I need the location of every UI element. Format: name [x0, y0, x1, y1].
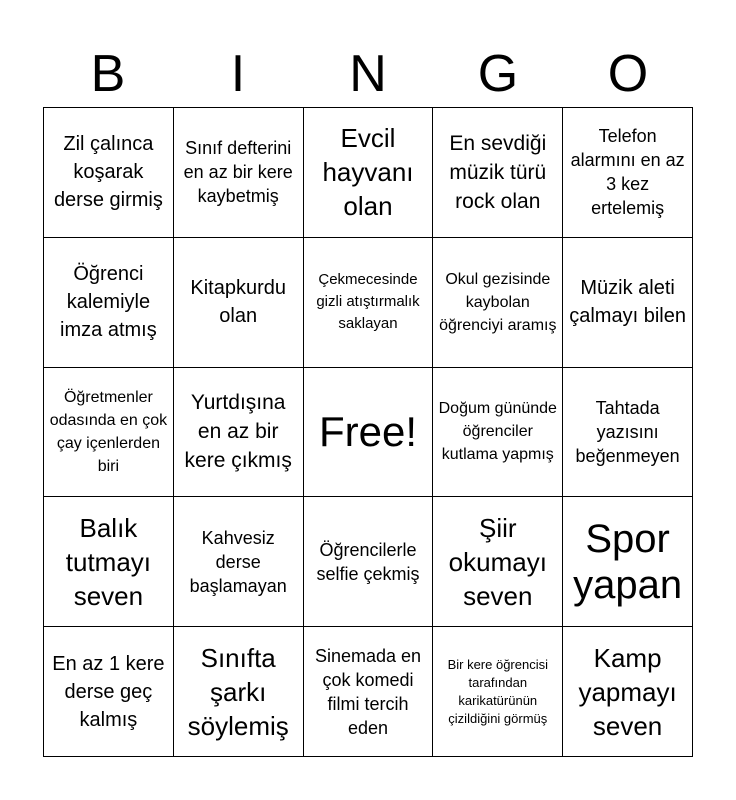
bingo-cell-text: Kahvesiz derse başlamayan — [189, 527, 287, 596]
bingo-cell[interactable] — [44, 108, 174, 238]
bingo-cell-text: Çekmecesinde gizli atıştırmalık saklayan — [316, 271, 420, 333]
bingo-cell[interactable] — [563, 627, 693, 757]
bingo-cell[interactable] — [174, 238, 304, 368]
bingo-cell[interactable] — [174, 497, 304, 627]
bingo-cell-text: Spor yapan — [573, 516, 683, 607]
bingo-cell-text: Müzik aleti çalmayı bilen — [569, 277, 686, 328]
bingo-cell[interactable] — [304, 238, 434, 368]
bingo-cell-text: Sınıfta şarkı söylemiş — [187, 642, 289, 741]
bingo-cell-text: En sevdiği müzik türü rock olan — [449, 131, 547, 213]
bingo-cell[interactable] — [44, 497, 174, 627]
bingo-grid — [43, 107, 693, 757]
bingo-cell[interactable] — [44, 368, 174, 498]
bingo-cell[interactable] — [174, 627, 304, 757]
bingo-cell-text: Bir kere öğrencisi tarafından karikatürünün çizildiğini görmüş — [447, 656, 548, 726]
bingo-cell-text: Okul gezisinde kaybolan öğrenciyi aramış — [439, 270, 557, 334]
bingo-cell-text: Balık tutmayı seven — [65, 512, 152, 611]
bingo-cell-text: Doğum gününde öğrenciler kutlama yapmış — [438, 400, 557, 464]
bingo-cell-text: Telefon alarmını en az 3 kez ertelemiş — [570, 126, 685, 219]
bingo-cell-text: Kamp yapmayı seven — [578, 642, 677, 741]
bingo-cell[interactable] — [433, 108, 563, 238]
bingo-cell[interactable] — [563, 108, 693, 238]
header-letter-o: O — [607, 45, 649, 103]
bingo-cell[interactable] — [304, 627, 434, 757]
bingo-cell-text: Sinemada en çok komedi filmi tercih eden — [314, 645, 422, 738]
bingo-cell-text: Öğrencilerle selfie çekmiş — [316, 539, 420, 584]
bingo-cell-text: Zil çalınca koşarak derse girmiş — [53, 133, 163, 212]
bingo-cell[interactable] — [563, 238, 693, 368]
header-letter-g: G — [477, 45, 519, 103]
free-space-text: Free! — [318, 407, 417, 455]
bingo-cell[interactable] — [174, 368, 304, 498]
bingo-cell[interactable] — [44, 238, 174, 368]
bingo-cell-text: Kitapkurdu olan — [190, 277, 286, 328]
bingo-cell-text: Şiir okumayı seven — [448, 512, 547, 611]
free-space-cell[interactable] — [304, 368, 434, 498]
bingo-header — [43, 40, 693, 108]
bingo-cell[interactable] — [433, 368, 563, 498]
bingo-cell-text: Tahtada yazısını beğenmeyen — [575, 397, 680, 466]
bingo-cell[interactable] — [174, 108, 304, 238]
header-letter-i: I — [230, 45, 246, 103]
header-letter-b: B — [90, 45, 126, 103]
bingo-cell-text: Öğretmenler odasında en çok çay içenlerden biri — [49, 388, 168, 475]
bingo-cell[interactable] — [433, 497, 563, 627]
bingo-cell[interactable] — [304, 497, 434, 627]
bingo-cell[interactable] — [44, 627, 174, 757]
bingo-cell-text: En az 1 kere derse geç kalmış — [52, 652, 165, 731]
bingo-cell-text: Evcil hayvanı olan — [322, 123, 414, 222]
bingo-cell-text: Öğrenci kalemiyle imza atmış — [60, 263, 157, 342]
bingo-cell[interactable] — [563, 497, 693, 627]
bingo-cell[interactable] — [304, 108, 434, 238]
bingo-cell[interactable] — [433, 627, 563, 757]
bingo-cell-text: Sınıf defterini en az bir kere kaybetmiş — [183, 138, 293, 207]
bingo-cell[interactable] — [563, 368, 693, 498]
bingo-cell[interactable] — [433, 238, 563, 368]
header-letter-n: N — [349, 45, 387, 103]
bingo-cell-text: Yurtdışına en az bir kere çıkmış — [184, 391, 292, 473]
